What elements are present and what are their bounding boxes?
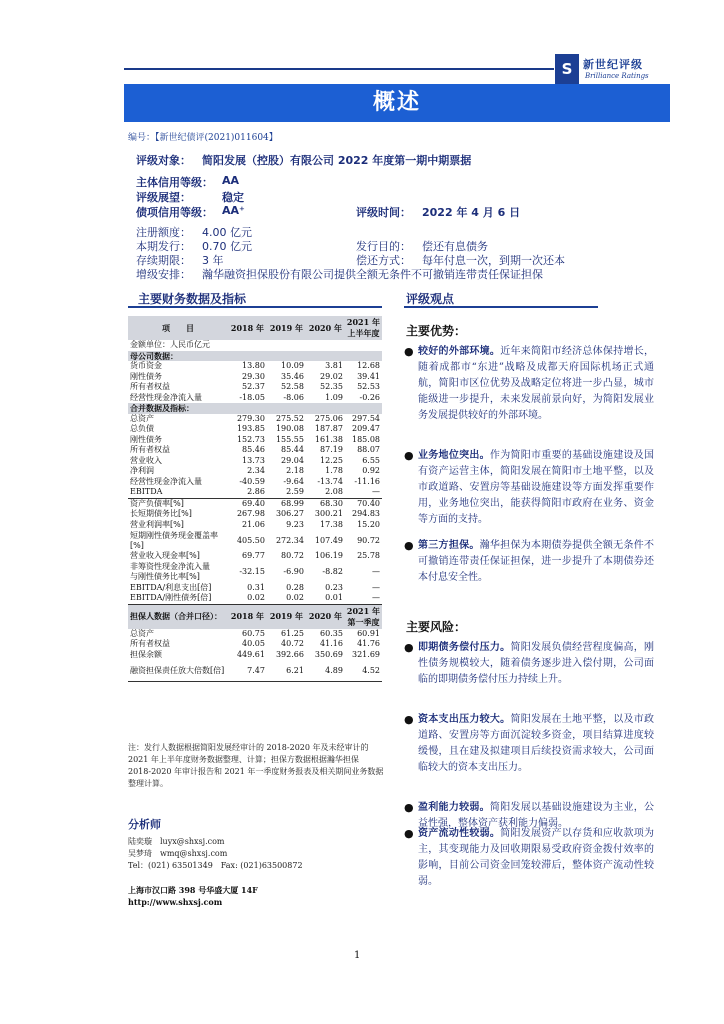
row-value: 41.16 [320,639,343,648]
row-value: 0.02 [267,593,306,604]
table-row [128,487,382,498]
bullet-head: 资本支出压力较大。 [418,714,511,725]
table-row [128,393,382,404]
table-note: 注：发行人数据根据简阳发展经审计的 2018-2020 年及未经审计的 2021 年上半年度财务数据整理、计算；担保方数据根据瀚华担保 2018-2020 年审计报告和 2021 年一季度财务报表及相关期间业务数据整理计算。 [128,743,384,788]
row-value: — [372,582,380,592]
strength-item [404,344,654,424]
row-label: EBITDA [130,487,163,496]
row-label: 货币资金 [130,361,162,370]
risks-title: 主要风险： [406,620,467,634]
row-value: 321.69 [352,649,380,659]
unit-label: 金额单位：人民币亿元 [130,340,210,349]
row-label: 长短期债务比[%] [130,509,192,518]
repay-label: 偿还方式： [356,254,411,267]
row-value: -11.16 [354,476,380,486]
bullet-text: 简阳发展资产以存货和应收款项为主，其变现能力及回收期限易受政府资金拨付效率的影响，目前公司资金回笼较滞后，整体资产流动性较弱。 [418,828,655,887]
row-value: 17.38 [320,519,343,529]
row-value: 12.25 [320,455,343,465]
row-value: 60.75 [242,628,265,638]
guarantor-header-2019: 2019 年 [267,604,306,629]
row-value: -8.06 [283,392,304,402]
table-row [128,498,382,509]
row-value: — [372,567,380,576]
row-value: 294.83 [352,509,380,518]
row-value: 85.46 [242,445,265,454]
row-label: 非筹资性现金净流入量 与刚性债务比率[%] [130,562,210,581]
row-label: EBITDA/利息支出[倍] [130,582,212,592]
repay: 每年付息一次，到期一次还本 [422,254,565,267]
row-label: 营业收入现金率[%] [130,551,200,560]
row-value: 300.21 [314,509,343,518]
row-value: 1.78 [325,466,343,475]
row-value: 88.07 [357,445,380,454]
company-logo [555,54,675,88]
risk-item [404,640,654,688]
row-value: 85.44 [281,445,304,454]
issuer-rating: AA [222,174,240,187]
consol-group-title: 合并数据及指标： [128,403,382,414]
row-value: 2.86 [247,487,265,496]
row-label: 所有者权益 [130,639,170,648]
bullet-head: 较好的外部环境。 [418,346,501,357]
row-label: 所有者权益 [130,445,170,454]
row-label: 总资产 [130,628,154,638]
table-row [128,650,382,661]
analyst-title: 分析师 [128,818,161,831]
row-label: 刚性债务 [130,434,162,444]
row-value: 21.06 [242,519,265,529]
row-value: — [345,593,382,604]
row-value: -0.26 [359,392,380,402]
bullet-text: 作为简阳市重要的基础设施建设及国有资产运营主体，简阳发展在简阳市土地平整，以及市政道路、安置房等基础设施建设等方面发挥重要作用，业务地位突出，能获得简阳市政府在业务、资金等方面的支持。 [418,450,655,525]
opinion-section-title: 评级观点 [406,292,455,306]
risk-item [404,826,654,890]
row-value: -18.05 [239,392,265,402]
row-value: 449.61 [236,649,265,659]
row-value: 41.76 [357,639,380,648]
debt-rating: AA⁺ [222,204,245,217]
row-value: 0.31 [247,582,265,592]
issue: 0.70 亿元 [202,240,252,253]
row-value: 12.68 [357,361,380,370]
parent-group-row [128,351,382,362]
row-value: 52.58 [281,382,304,391]
row-value: 185.08 [352,434,380,444]
row-label: 净利润 [130,466,154,475]
company-address [128,884,258,908]
row-value: 52.53 [357,382,380,391]
row-value: 7.47 [228,660,267,682]
row-value: 15.20 [357,519,380,529]
outlook: 稳定 [222,191,244,204]
row-value: 2.59 [286,487,304,496]
bullet-text: 瀚华担保为本期债券提供全额无条件不可撤销连带责任保证担保，进一步提升了本期债券还本付息安全性。 [418,540,655,583]
financial-section-title: 主要财务数据及指标 [138,292,247,306]
row-value: -8.82 [322,567,343,576]
strength-item [404,448,654,528]
table-row [128,372,382,383]
guarantor-header-2020: 2020 年 [306,604,345,629]
row-value: 69.40 [228,498,267,509]
row-value: — [372,487,380,496]
risk-item [404,712,654,776]
row-value: 297.54 [352,413,380,423]
analyst-1: 陆奕璇 luyx@shxsj.com [128,837,225,846]
financial-section-rule [128,306,382,308]
reg-amount: 4.00 亿元 [202,226,252,239]
financial-table [128,316,382,682]
header-2018: 2018 年 [228,316,267,340]
row-value: 306.27 [275,509,304,518]
table-row [128,456,382,467]
header-2019: 2019 年 [267,316,306,340]
page-number: 1 [354,950,361,961]
guarantor-header-row [128,604,382,629]
row-label: 担保余额 [130,649,162,659]
row-value: 13.80 [242,361,265,370]
logo-mark: S [555,54,579,84]
row-value: 0.02 [228,593,267,604]
row-value: 40.72 [281,639,304,648]
row-value: -40.59 [239,476,265,486]
header-2020: 2020 年 [306,316,345,340]
row-value: 350.69 [314,649,343,659]
row-value: 2.08 [325,487,343,496]
table-row [128,361,382,372]
row-value: 187.87 [314,424,343,433]
row-value: -9.64 [283,476,304,486]
row-value: 9.23 [286,519,304,529]
table-row [128,530,382,551]
row-label: 所有者权益 [130,382,170,391]
row-value: 0.23 [325,582,343,592]
row-label: 短期刚性债务现金覆盖率[%] [130,530,218,550]
bullet-head: 资产流动性较弱。 [418,828,501,839]
credit: 瀚华融资担保股份有限公司提供全额无条件不可撤销连带责任保证担保 [202,268,543,281]
bullet-icon: ● [404,449,414,462]
row-value: 29.04 [281,455,304,465]
bullet-text: 近年来简阳市经济总体保持增长，随着成都市“东进”战略及成都天府国际机场正式通航，简阳市区位优势及战略定位将进一步凸显，城市能级进一步提升，未来发展前景向好，为简阳发展业务发展提供较好的外部环境。 [418,346,655,421]
row-value: -32.15 [239,567,265,576]
row-value: 275.06 [314,413,343,423]
opinion-section-rule [404,306,598,308]
logo-name-en: Brilliance Ratings [585,72,649,80]
rating-time-label: 评级时间： [356,206,411,219]
address-line: 上海市汉口路 398 号华盛大厦 14F [128,885,258,895]
row-value: 209.47 [352,424,380,433]
debt-rating-label: 债项信用等级： [136,206,213,219]
table-row [128,583,382,594]
consol-group-row [128,403,382,414]
reg-amount-label: 注册额度： [136,226,191,239]
row-value: 69.77 [242,551,265,560]
row-value: 161.38 [314,434,343,444]
table-row [128,424,382,435]
table-row [128,414,382,425]
row-value: 6.21 [267,660,306,682]
bullet-icon: ● [404,713,414,726]
row-value: 10.09 [281,361,304,370]
header-rule [124,68,554,70]
row-value: 29.30 [242,371,265,381]
purpose: 偿还有息债务 [422,240,488,253]
row-value: 152.73 [236,434,265,444]
row-value: 1.09 [325,392,343,402]
bullet-icon: ● [404,827,414,840]
bullet-head: 即期债务偿付压力。 [418,642,511,653]
row-value: 392.66 [275,649,304,659]
row-value: 39.41 [357,371,380,381]
row-label: 刚性债务 [130,371,162,381]
rating-time: 2022 年 4 月 6 日 [422,206,521,219]
bullet-head: 业务地位突出。 [418,450,490,461]
row-value: 0.01 [306,593,345,604]
bullet-icon: ● [404,641,414,654]
table-row [128,435,382,446]
doc-number: 编号：【新世纪债评(2021)011604】 [128,133,278,143]
row-value: 60.35 [320,628,343,638]
row-value: -13.74 [317,476,343,486]
row-value: 13.73 [242,455,265,465]
outlook-label: 评级展望： [136,191,191,204]
table-row [128,382,382,393]
bullet-icon: ● [404,345,414,358]
logo-name-cn: 新世纪评级 [583,58,643,71]
row-value: 275.52 [275,413,304,423]
table-row [128,509,382,520]
table-header-row [128,316,382,340]
issue-label: 本期发行： [136,240,191,253]
row-value: 68.99 [267,498,306,509]
row-value: 272.34 [275,535,304,545]
row-label: 融资担保责任放大倍数[倍] [128,660,228,682]
row-value: 6.55 [362,455,380,465]
strengths-title: 主要优势： [406,324,467,338]
table-row [128,639,382,650]
guarantor-header-title: 担保人数据（合并口径）： [128,604,228,629]
row-value: 4.52 [345,660,382,682]
rating-object-value: 简阳发展（控股）有限公司 2022 年度第一期中期票据 [202,154,472,167]
row-label: 经营性现金净流入量 [130,392,202,402]
table-row [128,593,382,604]
bullet-head: 盈利能力较弱。 [418,802,490,813]
table-row [128,466,382,477]
bullet-text: 简阳发展以基础设施建设为主业，公益性强，整体资产获利能力偏弱。 [418,802,655,829]
bullet-text: 简阳发展负债经营程度偏高，刚性债务规模较大，随着债务逐步进入偿付期，公司面临的即期债务偿付压力持续上升。 [418,642,655,685]
rating-object-label: 评级对象： [136,154,191,167]
guarantor-header-2021: 2021 年 第一季度 [345,604,382,629]
row-value: 40.05 [242,639,265,648]
row-value: 80.72 [281,551,304,560]
credit-label: 增级安排： [136,268,191,281]
row-label: 营业利润率[%] [130,519,184,529]
bullet-text: 简阳发展在土地平整，以及市政道路、安置房等方面沉淀较多资金，项目结算进度较缓慢，且在建及拟建项目后续投资需求较大，公司面临较大的资本支出压力。 [418,714,655,773]
row-label: 资产负债率[%] [128,498,228,509]
bullet-icon: ● [404,539,414,552]
row-value: 60.91 [357,628,380,638]
bullet-icon: ● [404,801,414,814]
row-value: 405.50 [236,535,265,545]
parent-group-title: 母公司数据： [128,351,382,362]
row-value: 4.89 [306,660,345,682]
row-value: 29.02 [320,371,343,381]
header-item: 项 目 [128,316,228,340]
row-value: 279.30 [236,413,265,423]
row-value: 2.34 [247,466,265,475]
guarantor-header-2018: 2018 年 [228,604,267,629]
term-label: 存续期限： [136,254,191,267]
row-value: 0.92 [362,466,380,475]
row-label-prefix: 非筹资性现金净流入量 [130,562,210,571]
table-row [128,477,382,488]
row-value: 155.55 [275,434,304,444]
bullet-head: 第三方担保。 [418,540,480,551]
row-value: 52.35 [320,382,343,391]
analyst-phone: Tel：(021) 63501349 Fax: (021)63500872 [128,861,303,870]
header-2021: 2021 年 上半年度 [345,316,382,340]
row-label: 总资产 [130,413,154,423]
analyst-contacts [128,836,303,872]
row-value: 87.19 [320,445,343,454]
row-label: 经营性现金净流入量 [130,476,202,486]
row-label: 总负债 [130,424,154,433]
row-value: 107.49 [314,535,343,545]
table-row [128,551,382,562]
row-value: 3.81 [325,361,343,370]
table-row [128,520,382,531]
table-row [128,629,382,640]
table-row [128,562,382,583]
row-value: 61.25 [281,628,304,638]
table-row [128,445,382,456]
row-value: 2.18 [286,466,304,475]
unit-row [128,340,382,351]
website-link[interactable]: http://www.shxsj.com [128,897,223,907]
row-value: -6.90 [283,567,304,576]
table-row [128,660,382,682]
banner-title: 概述 [124,84,670,122]
row-label: EBITDA/刚性债务[倍] [128,593,228,604]
row-value: 68.30 [306,498,345,509]
row-value: 0.28 [286,582,304,592]
strength-item [404,538,654,586]
row-value: 190.08 [275,424,304,433]
row-value: 193.85 [236,424,265,433]
row-value: 267.98 [236,509,265,518]
analyst-2: 吴梦琦 wmq@shxsj.com [128,849,228,858]
row-value: 90.72 [357,535,380,545]
term: 3 年 [202,254,224,267]
purpose-label: 发行目的： [356,240,411,253]
row-value: 52.37 [242,382,265,391]
row-value: 35.46 [281,371,304,381]
row-value: 106.19 [314,551,343,560]
issuer-rating-label: 主体信用等级： [136,176,213,189]
row-label: 营业收入 [130,455,162,465]
row-value: 70.40 [345,498,382,509]
row-value: 25.78 [357,551,380,560]
